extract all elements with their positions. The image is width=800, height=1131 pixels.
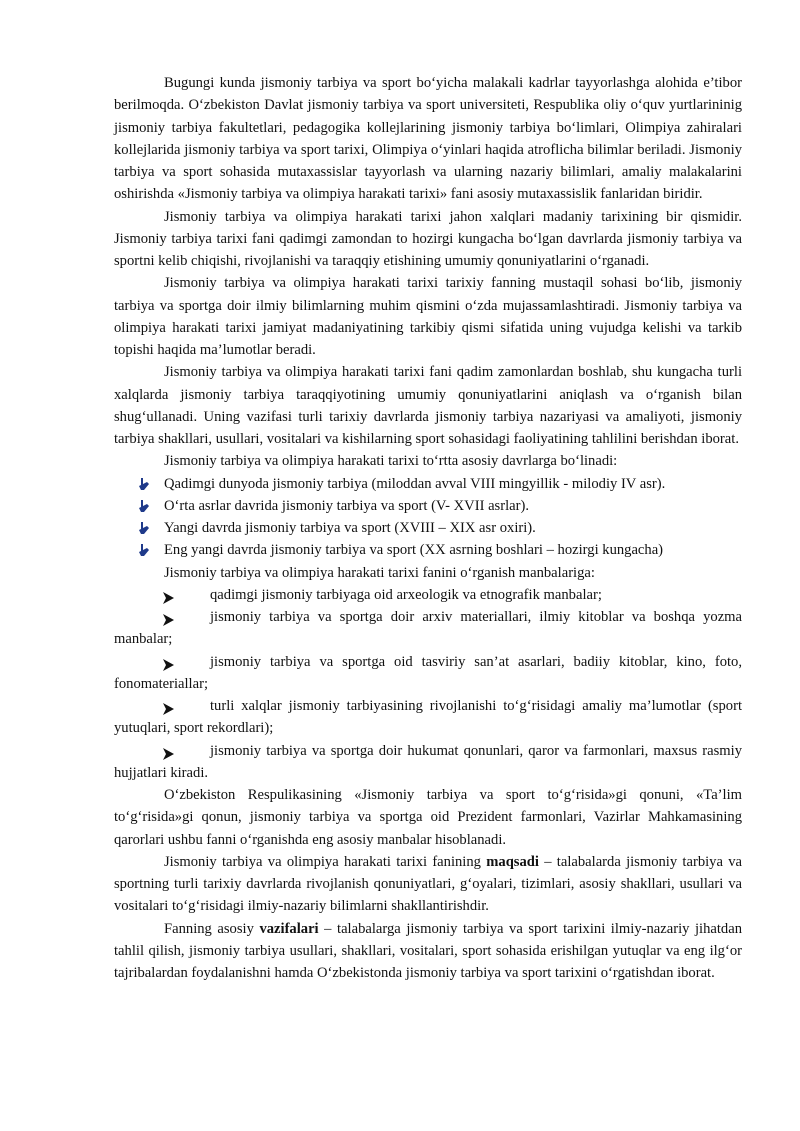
hand-pointer-icon <box>136 499 152 513</box>
list-item <box>114 606 742 651</box>
paragraph-periods-intro: Jismoniy tarbiya va olimpiya harakati tarixi to‘rtta asosiy davrlarga bo‘linadi: <box>164 453 618 470</box>
list-item-line <box>114 609 210 625</box>
arrow-head-icon <box>163 703 174 715</box>
list-item <box>114 517 742 539</box>
list-item-line <box>114 587 210 603</box>
list-item-line <box>114 698 210 714</box>
source-text: qadimgi jismoniy tarbiyaga oid arxeologik va etnografik manbalar; <box>210 586 602 603</box>
list-item <box>114 495 742 517</box>
list-item <box>114 539 742 561</box>
goal-text-before: Jismoniy tarbiya va olimpiya harakati tarixi fanining <box>164 853 487 870</box>
paragraph-field: Jismoniy tarbiya va olimpiya harakati tarixi tarixiy fanning mustaqil sohasi bo‘lib, jismoniy tarbiya va sportga doir ilmiy bilimlarning muhim qismini o‘zda mujassamlashtiradi. Jismoniy tarbiya va olimpiya harakati tarixi jamiyat madaniyatining tarkibiy qismi sifatida uning vujudga kelishi va tarkib topishi haqida ma’lumotlar beradi. <box>114 275 742 358</box>
hand-pointer-icon <box>136 521 152 535</box>
paragraph-definition: Jismoniy tarbiya va olimpiya harakati tarixi jahon xalqlari madaniy tarixining bir qismidir. Jismoniy tarbiya tarixi fani qadimgi zamondan to hozirgi kungacha bo‘lgan davrlarda jismoniy tarbiya va sportni kelib chiqishi, rivojlanishi va taraqqiy etishining umumiy qonuniyatlarini o‘rganadi. <box>114 208 742 269</box>
arrow-head-icon <box>163 614 174 626</box>
source-text: jismoniy tarbiya va sportga doir arxiv materiallari, ilmiy kitoblar va boshqa yozma manbalar; <box>114 609 742 648</box>
list-item-line <box>114 654 210 670</box>
list-item <box>114 651 742 696</box>
arrow-head-icon <box>163 748 174 760</box>
arrow-head-icon <box>163 592 174 604</box>
objectives-text-after: – talabalarga jismoniy tarbiya va sport tarixini ilmiy-nazariy jihatdan tahlil qilish, jismoniy tarbiya usullari, shakllari, vositalari, sport sohasida erishilgan yutuqlar va eng ilg‘or tajribalardan foydalanishni hamda O‘zbekistonda jismoniy tarbiya va sport tarixini o‘rgatishdan iborat. <box>114 920 742 981</box>
periods-list <box>114 473 742 562</box>
paragraph-task: Jismoniy tarbiya va olimpiya harakati tarixi fani qadim zamonlardan boshlab, shu kungacha turli xalqlarda jismoniy tarbiya taraqqiyotining umumiy qonuniyatlarini aniqlash va o‘rganish bilan shug‘ullanadi. Uning vazifasi turli tarixiy davrlarda jismoniy tarbiya nazariyasi va amaliyoti, jismoniy tarbiya shakllari, usullari, vositalari va kishilarning sport sohasidagi faoliyatining tahlilini berishdan iborat. <box>114 364 742 447</box>
document-body <box>114 72 742 984</box>
period-text: Yangi davrda jismoniy tarbiya va sport (XVIII – XIX asr oxiri). <box>164 520 536 536</box>
list-item <box>114 740 742 785</box>
source-text: turli xalqlar jismoniy tarbiyasining rivojlanishi to‘g‘risidagi amaliy ma’lumotlar (sport yutuqlari, sport rekordlari); <box>114 698 742 737</box>
period-text: O‘rta asrlar davrida jismoniy tarbiya va sport (V- XVII asrlar). <box>164 497 529 514</box>
hand-pointer-icon <box>136 543 152 557</box>
paragraph-goal <box>114 851 742 918</box>
list-item <box>114 584 742 606</box>
period-text: Qadimgi dunyoda jismoniy tarbiya (miloddan avval VIII mingyillik - milodiy IV asr). <box>164 475 666 492</box>
objectives-keyword: vazifalari <box>259 920 319 937</box>
arrow-head-icon <box>163 659 174 671</box>
list-item <box>114 695 742 740</box>
paragraph-intro: Bugungi kunda jismoniy tarbiya va sport bo‘yicha malakali kadrlar tayyorlashga alohida e’tibor berilmoqda. O‘zbekiston Davlat jismoniy tarbiya va sport universiteti, Respublika oliy o‘quv yurtlarininig jismoniy tarbiya fakultetlari, pedagogika kollejlarining jismoniy tarbiya bo‘limlari, Olimpiya zahiralari kollejlarida jismoniy tarbiya va sport tarixi, Olimpiya o‘yinlari haqida atroflicha bilimlar beriladi. Jismoniy tarbiya va sport sohasida mutaxassislar tayyorlash va ularning nazariy bilimlari, amaliy malakalarini oshirishda «Jismoniy tarbiya va olimpiya harakati tarixi» fani asosiy mutaxassislik fanlaridan biridir. <box>114 75 742 203</box>
sources-list <box>114 584 742 784</box>
source-text: jismoniy tarbiya va sportga oid tasviriy san’at asarlari, badiiy kitoblar, kino, foto, fonomateriallar; <box>114 653 742 692</box>
source-text: jismoniy tarbiya va sportga doir hukumat qonunlari, qaror va farmonlari, maxsus rasmiy hujjatlari kiradi. <box>114 742 742 781</box>
period-text: Eng yangi davrda jismoniy tarbiya va sport (XX asrning boshlari – hozirgi kungacha) <box>164 542 664 559</box>
list-item-line <box>114 743 210 759</box>
paragraph-laws: O‘zbekiston Respulikasining «Jismoniy tarbiya va sport to‘g‘risida»gi qonuni, «Ta’lim to‘g‘risida»gi qonun, jismoniy tarbiya va sportga oid Prezident farmonlari, Vazirlar Mahkamasining qarorlari ushbu fanni o‘rganishda eng asosiy manbalar hisoblanadi. <box>114 787 742 848</box>
paragraph-objectives <box>114 918 742 985</box>
objectives-text-before: Fanning asosiy <box>164 920 260 937</box>
hand-pointer-icon <box>136 477 152 491</box>
paragraph-sources-intro: Jismoniy tarbiya va olimpiya harakati tarixi fanini o‘rganish manbalariga: <box>164 564 595 581</box>
goal-text-after: – talabalarda jismoniy tarbiya va sportning turli tarixiy davrlarda rivojlanish qonuniyatlari, g‘oyalari, tizimlari, asosiy shakllari, usullari va vositalari to‘g‘risidagi ilmiy-nazariy bilimlarni shakllantirishdir. <box>114 853 742 915</box>
goal-keyword: maqsadi <box>486 853 539 870</box>
list-item <box>114 473 742 495</box>
